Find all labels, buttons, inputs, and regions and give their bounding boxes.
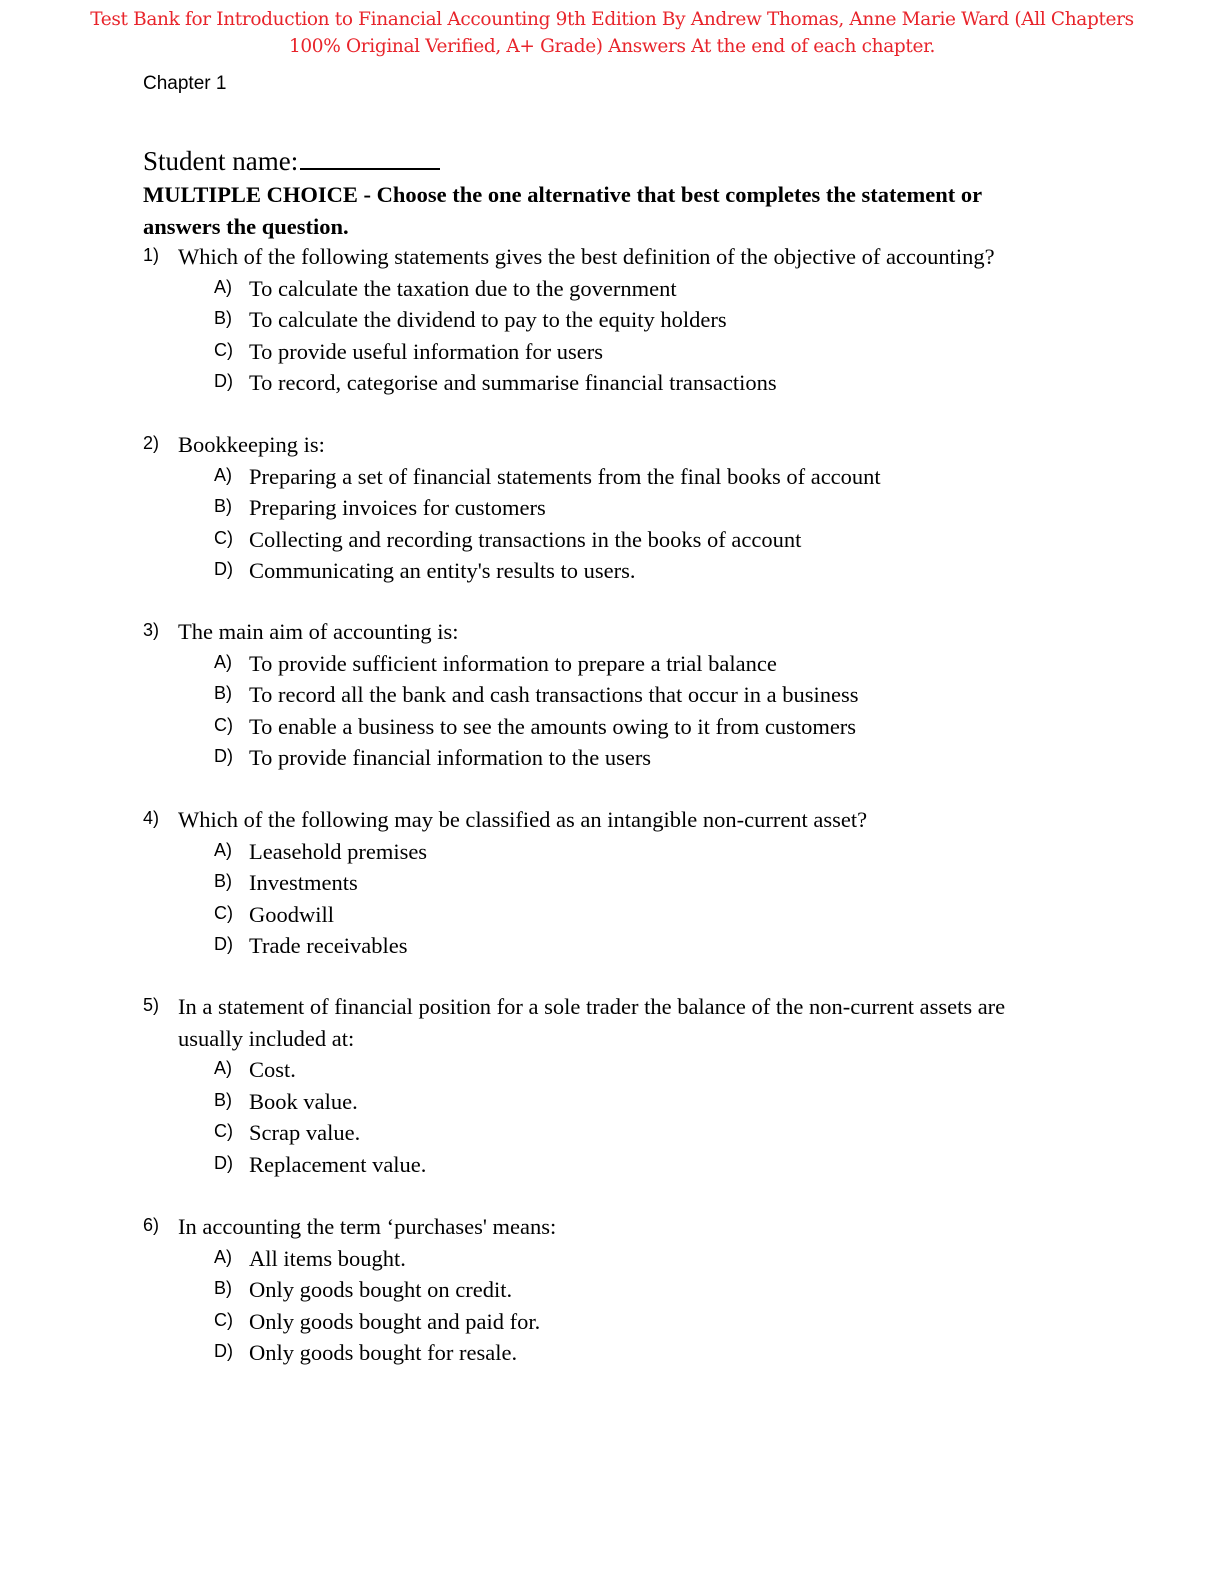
option-text: To record all the bank and cash transactions that occur in a business [249,682,859,707]
option-label: C) [214,527,233,548]
option-b [143,867,1103,899]
option-label: B) [214,871,232,891]
question-text: Bookkeeping is: [178,432,325,457]
option-c [143,1117,1103,1149]
question-text: The main aim of accounting is: [178,619,459,644]
option-b [143,1086,1103,1118]
option-text: To provide financial information to the users [249,745,652,770]
option-label: D) [214,934,233,954]
question-4 [143,804,1103,962]
student-name-blank [300,142,440,170]
option-text: Cost. [249,1057,296,1082]
option-text: Investments [249,870,358,895]
option-label: A) [214,276,232,297]
question-text: Which of the following statements gives the best definition of the objective of accounting? [178,244,995,269]
question-text: In accounting the term ‘purchases' means: [178,1214,557,1239]
option-text: Book value. [249,1088,358,1114]
option-b [143,679,1103,711]
option-text: Preparing invoices for customers [249,495,546,520]
option-c [143,1306,1103,1338]
option-d [143,742,1103,774]
document-header [60,6,1164,60]
option-label: D) [214,746,233,766]
option-b [143,492,1103,524]
option-text: To provide useful information for users [249,338,603,364]
option-text: To enable a business to see the amounts owing to it from customers [249,713,857,739]
question-6 [143,1211,1103,1369]
option-b [143,304,1103,336]
option-text: Only goods bought for resale. [249,1340,518,1365]
option-label: D) [214,1152,233,1173]
option-label: B) [214,683,232,703]
option-text: Trade receivables [249,933,408,958]
option-label: C) [214,714,233,735]
option-c [143,711,1103,743]
option-text: Leasehold premises [249,838,428,864]
option-a [143,836,1103,868]
option-label: A) [214,1246,232,1267]
question-number: 6) [143,1215,160,1235]
option-label: C) [214,1121,233,1141]
question-number: 3) [143,620,160,640]
option-d [143,1337,1103,1369]
option-text: Communicating an entity's results to users. [249,558,636,583]
option-label: A) [214,1058,232,1078]
header-line-1: Test Bank for Introduction to Financial Accounting 9th Edition By Andrew Thomas, Anne Marie Ward (All Chapters [90,9,1134,30]
option-text: Replacement value. [249,1151,427,1177]
option-text: Only goods bought and paid for. [249,1308,541,1334]
student-name-field [143,142,440,177]
option-label: B) [214,496,232,516]
option-a [143,648,1103,680]
option-text: Preparing a set of financial statements from the final books of account [249,463,881,489]
option-a [143,461,1103,493]
option-label: C) [214,1309,233,1330]
question-1 [143,241,1103,399]
student-name-label: Student name: [143,146,299,176]
option-label: C) [214,339,233,360]
option-label: A) [214,651,232,672]
option-text: To calculate the taxation due to the government [249,275,677,301]
question-3 [143,616,1103,774]
option-b [143,1274,1103,1306]
option-d [143,555,1103,587]
question-number: 4) [143,808,160,828]
option-text: Goodwill [249,901,335,927]
question-text: In a statement of financial position for a sole trader the balance of the non-current assets are usually included at: [178,994,1006,1051]
option-c [143,336,1103,368]
option-label: D) [214,371,233,391]
question-number: 2) [143,433,160,453]
instructions: MULTIPLE CHOICE - Choose the one alternative that best completes the statement or answers the question. [143,182,982,239]
option-text: Scrap value. [249,1120,361,1145]
question-2 [143,429,1103,587]
option-label: B) [214,1278,232,1298]
option-d [143,1149,1103,1181]
question-number: 5) [143,995,160,1015]
option-c [143,524,1103,556]
option-label: B) [214,1089,232,1110]
option-text: Collecting and recording transactions in the books of account [249,526,802,552]
option-c [143,899,1103,931]
option-label: C) [214,902,233,923]
option-label: B) [214,308,232,328]
option-d [143,930,1103,962]
option-text: Only goods bought on credit. [249,1277,513,1302]
option-text: To calculate the dividend to pay to the equity holders [249,307,727,332]
option-d [143,367,1103,399]
option-label: D) [214,1341,233,1361]
question-text: Which of the following may be classified as an intangible non-current asset? [178,807,868,832]
option-a [143,273,1103,305]
chapter-title: Chapter 1 [143,73,227,94]
option-a [143,1243,1103,1275]
question-5 [143,991,1103,1180]
option-text: To record, categorise and summarise financial transactions [249,370,777,395]
option-label: A) [214,464,232,485]
option-a [143,1054,1103,1086]
option-text: All items bought. [249,1245,406,1271]
header-line-2: 100% Original Verified, A+ Grade) Answers At the end of each chapter. [288,36,936,57]
option-label: D) [214,559,233,579]
option-text: To provide sufficient information to prepare a trial balance [249,650,777,676]
question-number: 1) [143,245,160,265]
option-label: A) [214,839,232,860]
